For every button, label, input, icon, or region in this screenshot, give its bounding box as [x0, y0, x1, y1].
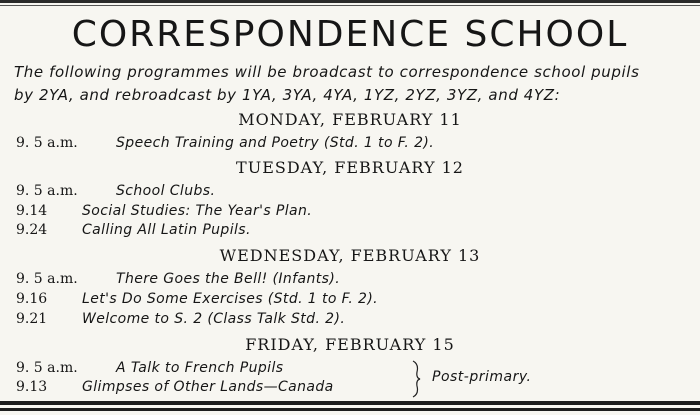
programme-title: Welcome to S. 2 (Class Talk Std. 2).	[82, 311, 346, 327]
programme-title: Social Studies: The Year's Plan.	[82, 203, 313, 219]
programme-row	[16, 183, 215, 201]
programme-time: 9. 5 a.m.	[16, 183, 78, 199]
programme-time: 9.13	[16, 379, 48, 395]
programme-title: Speech Training and Poetry (Std. 1 to F. 2).	[116, 135, 435, 151]
programme-row	[16, 135, 434, 153]
programme-time: 9.21	[16, 311, 48, 327]
programme-time: 9.16	[16, 291, 48, 307]
day-heading-tuesday: TUESDAY, FEBRUARY 12	[236, 158, 464, 177]
programme-time: 9. 5 a.m.	[16, 135, 78, 151]
top-rule-thin	[0, 5, 700, 6]
programme-time: 9. 5 a.m.	[16, 271, 78, 287]
day-heading-friday: FRIDAY, FEBRUARY 15	[245, 335, 455, 354]
day-heading-monday: MONDAY, FEBRUARY 11	[238, 110, 462, 129]
day-heading-wednesday: WEDNESDAY, FEBRUARY 13	[219, 246, 481, 265]
programme-row	[16, 311, 345, 329]
bottom-rule-2	[0, 408, 700, 411]
programme-row	[16, 379, 334, 397]
programme-time: 9.14	[16, 203, 48, 219]
programme-title: Glimpses of Other Lands—Canada	[82, 379, 334, 395]
bottom-rule	[0, 401, 700, 405]
programme-time: 9.24	[16, 222, 48, 238]
programme-title: Calling All Latin Pupils.	[82, 222, 251, 238]
programme-title: Let's Do Some Exercises (Std. 1 to F. 2).	[82, 291, 379, 307]
intro-line-1: The following programmes will be broadcast to correspondence school pupils	[14, 63, 640, 81]
page-title: CORRESPONDENCE SCHOOL	[71, 14, 629, 55]
programme-row	[16, 222, 251, 240]
brace-icon	[410, 360, 424, 398]
programme-row	[16, 203, 312, 221]
post-primary-note: Post-primary.	[432, 369, 532, 385]
programme-title: School Clubs.	[116, 183, 216, 199]
programme-row	[16, 291, 378, 309]
programme-row	[16, 271, 340, 289]
top-rule	[0, 0, 700, 3]
programme-time: 9. 5 a.m.	[16, 360, 78, 376]
intro-line-2: by 2YA, and rebroadcast by 1YA, 3YA, 4YA, 1YZ, 2YZ, 3YZ, and 4YZ:	[14, 86, 561, 104]
programme-title: A Talk to French Pupils	[116, 360, 284, 376]
programme-row	[16, 360, 283, 378]
programme-title: There Goes the Bell! (Infants).	[116, 271, 341, 287]
